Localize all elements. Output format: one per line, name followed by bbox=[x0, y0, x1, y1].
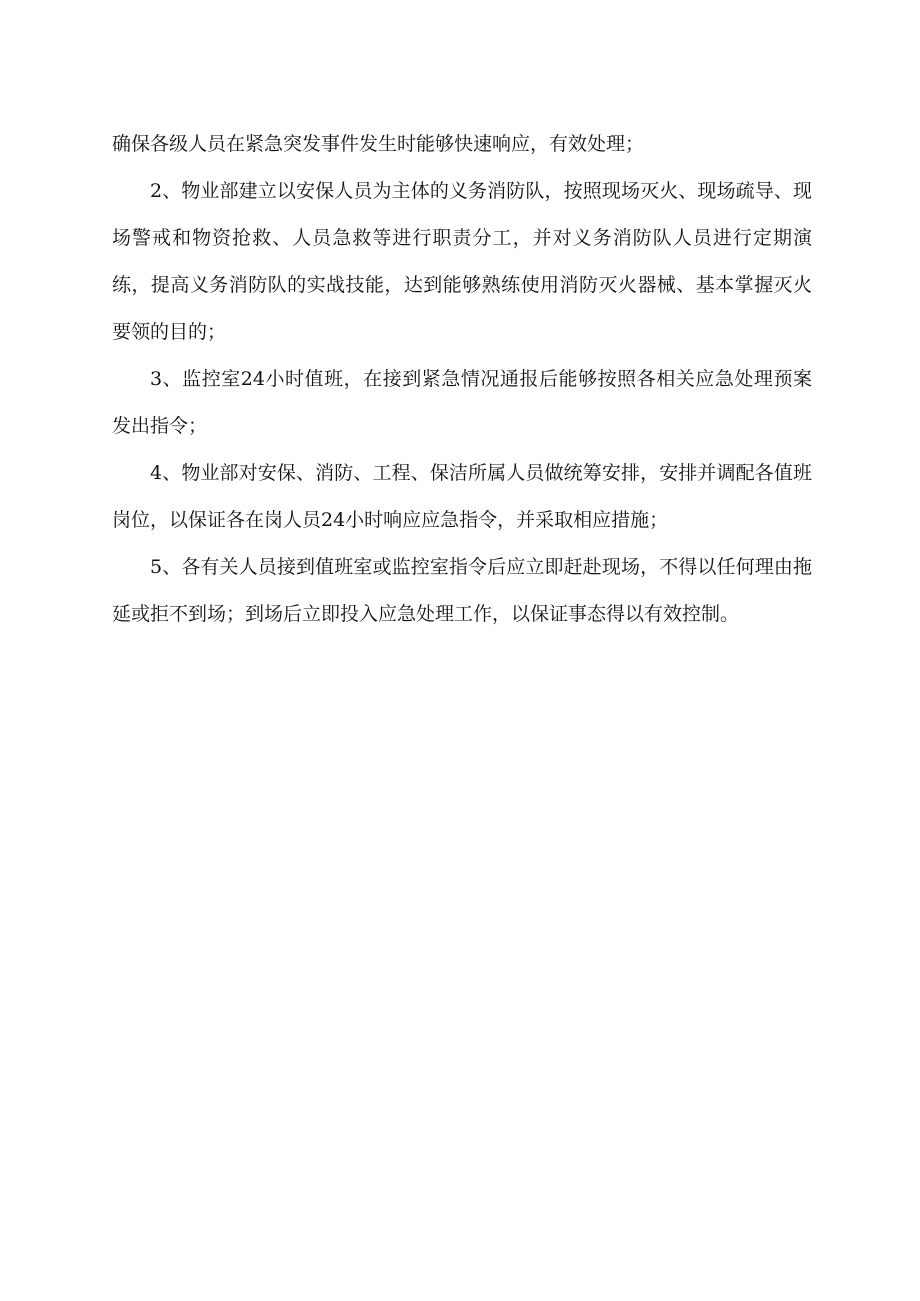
document-body bbox=[112, 121, 812, 638]
paragraph-item-4: 4、物业部对安保、消防、工程、保洁所属人员做统筹安排，安排并调配各值班岗位，以保证各在岗人员24小时响应应急指令，并采取相应措施； bbox=[112, 462, 812, 531]
paragraph-item-3: 3、监控室24小时值班，在接到紧急情况通报后能够按照各相关应急处理预案发出指令； bbox=[112, 368, 812, 437]
paragraph-item-2: 2、物业部建立以安保人员为主体的义务消防队，按照现场灭火、现场疏导、现场警戒和物资抢救、人员急救等进行职责分工，并对义务消防队人员进行定期演练，提高义务消防队的实战技能，达到能够熟练使用消防灭火器械、基本掌握灭火要领的目的； bbox=[112, 180, 812, 343]
paragraph-continuation: 确保各级人员在紧急突发事件发生时能够快速响应，有效处理； bbox=[112, 133, 645, 155]
paragraph-item-5: 5、各有关人员接到值班室或监控室指令后应立即赶赴现场，不得以任何理由拖延或拒不到场；到场后立即投入应急处理工作，以保证事态得以有效控制。 bbox=[112, 556, 812, 625]
